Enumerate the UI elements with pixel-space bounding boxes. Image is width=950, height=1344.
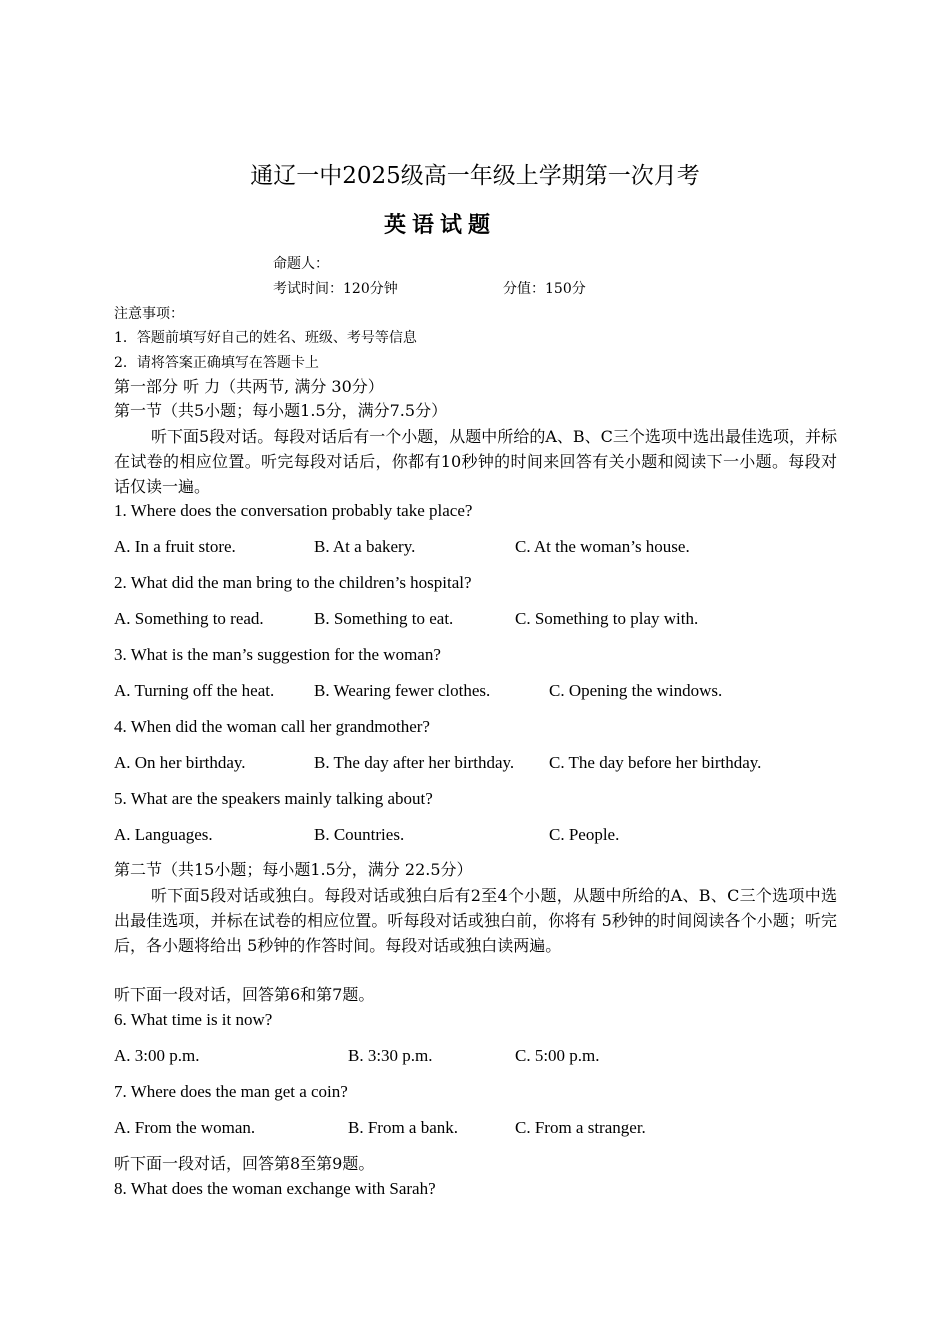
section-heading: 第一节（共5小题；每小题1.5分，满分7.5分） bbox=[114, 401, 448, 420]
section-instructions: 听下面5段对话或独白。每段对话或独白后有2至4个小题，从题中所给的A、B、C三个选项中选出最佳选项，并标在试卷的相应位置。听每段对话或独白前，你将有 5秒钟的时间阅读各个小题；听完后，各小题将给出 5秒钟的作答时间。每段对话或独白读两遍。 bbox=[114, 886, 837, 955]
exam-score: 分值：150分 bbox=[503, 281, 586, 297]
author-label: 命题人： bbox=[273, 256, 329, 272]
option-b: B. At a bakery. bbox=[314, 537, 416, 556]
option-a: A. Turning off the heat. bbox=[114, 681, 275, 700]
option-a: A. Languages. bbox=[114, 825, 213, 844]
group-prompt: 听下面一段对话，回答第8至第9题。 bbox=[114, 1154, 375, 1173]
option-c: C. Something to play with. bbox=[515, 609, 699, 628]
exam-time: 考试时间：120分钟 bbox=[273, 281, 398, 297]
option-a: A. Something to read. bbox=[114, 609, 264, 628]
question-text: 6. What time is it now? bbox=[114, 1010, 273, 1029]
part-heading: 第一部分 听 力（共两节, 满分 30分） bbox=[114, 377, 384, 396]
option-b: B. Countries. bbox=[314, 825, 405, 844]
option-b: B. From a bank. bbox=[348, 1118, 459, 1137]
question-text: 5. What are the speakers mainly talking about? bbox=[114, 789, 433, 808]
option-c: C. At the woman’s house. bbox=[515, 537, 690, 556]
section-instructions: 听下面5段对话。每段对话后有一个小题，从题中所给的A、B、C三个选项中选出最佳选项，并标在试卷的相应位置。听完每段对话后，你都有10秒钟的时间来回答有关小题和阅读下一小题。每段对话仅读一遍。 bbox=[114, 427, 837, 496]
notice-item: 1．答题前填写好自己的姓名、班级、考号等信息 bbox=[114, 330, 417, 346]
subject-title: 英语试题 bbox=[383, 213, 496, 238]
group-prompt: 听下面一段对话，回答第6和第7题。 bbox=[114, 985, 375, 1004]
option-c: C. The day before her birthday. bbox=[549, 753, 762, 772]
option-c: C. People. bbox=[549, 825, 620, 844]
option-c: C. Opening the windows. bbox=[549, 681, 723, 700]
option-c: C. From a stranger. bbox=[515, 1118, 646, 1137]
option-a: A. On her birthday. bbox=[114, 753, 246, 772]
section-heading: 第二节（共15小题；每小题1.5分，满分 22.5分） bbox=[114, 860, 473, 879]
question-text: 1. Where does the conversation probably take place? bbox=[114, 501, 473, 520]
option-b: B. 3:30 p.m. bbox=[348, 1046, 433, 1065]
notice-item: 2．请将答案正确填写在答题卡上 bbox=[114, 355, 319, 371]
option-b: B. Wearing fewer clothes. bbox=[314, 681, 491, 700]
option-c: C. 5:00 p.m. bbox=[515, 1046, 600, 1065]
notice-heading: 注意事项： bbox=[114, 306, 184, 322]
question-text: 3. What is the man’s suggestion for the woman? bbox=[114, 645, 441, 664]
question-text: 8. What does the woman exchange with Sarah? bbox=[114, 1179, 436, 1198]
question-text: 4. When did the woman call her grandmother? bbox=[114, 717, 430, 736]
question-text: 7. Where does the man get a coin? bbox=[114, 1082, 348, 1101]
question-text: 2. What did the man bring to the children’s hospital? bbox=[114, 573, 472, 592]
option-a: A. 3:00 p.m. bbox=[114, 1046, 200, 1065]
option-b: B. Something to eat. bbox=[314, 609, 454, 628]
exam-title: 通辽一中2025级高一年级上学期第一次月考 bbox=[250, 163, 700, 189]
option-b: B. The day after her birthday. bbox=[314, 753, 515, 772]
option-a: A. In a fruit store. bbox=[114, 537, 236, 556]
option-a: A. From the woman. bbox=[114, 1118, 256, 1137]
